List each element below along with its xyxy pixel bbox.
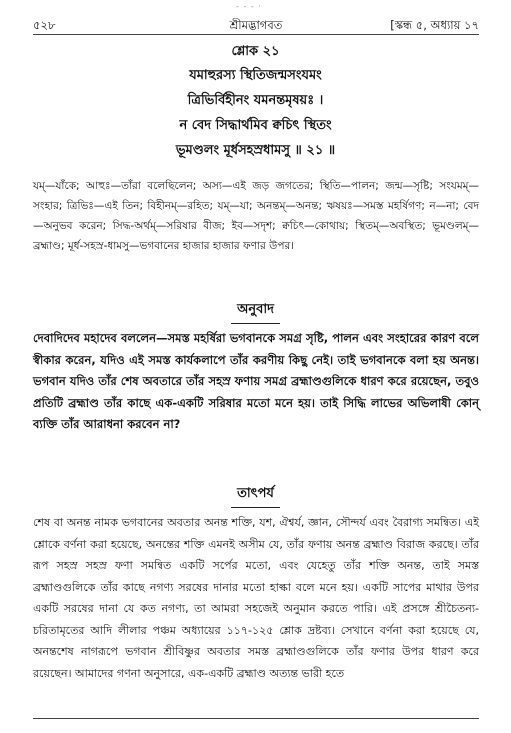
purport-text: শেষ বা অনন্ত নামক ভগবানের অবতার অনন্ত শক্তি, যশ, ঐশ্বর্য, জ্ঞান, সৌন্দর্য এবং বৈরাগ্য সমন্বিত। এই শ্লোকে বর্ণনা করা হয়েছে, অনন্তের শক্তি এমনই অসীম যে, তাঁর ফণায় অনন্ত ব্রহ্মাণ্ড বিরাজ করছে। তাঁর রূপ সহস্র সহস্র ফণা সমন্বিত একটি সর্পের মতো, এবং যেহেতু তাঁর শক্তি অনন্ত, তাই সমস্ত ব্রহ্মাণ্ডগুলিকে তাঁর কাছে নগণ্য সরষের দানার মতো হাল্কা বলে মনে হয়। একটি সাপের মাথার উপর একটি সরষের দানা যে কত নগণ্য, তা আমরা সহজেই অনুমান করতে পারি। এই প্রসঙ্গে শ্রীচৈতন্য-চরিতামৃতের আদি লীলার পঞ্চম অধ্যায়ের ১১৭-১২৫ শ্লোক দ্রষ্টব্য। সেখানে বর্ণনা করা হয়েছে যে, অনন্তশেষ নাগরূপে ভগবান শ্রীবিষ্ণুর অবতার সমস্ত ব্রহ্মাণ্ডগুলিকে তাঁর ফণার উপর ধারণ করে রয়েছেন। আমাদের গণনা অনুসারে, এক-একটি ব্রহ্মাণ্ড অত্যন্ত ভারী হতে bbox=[33, 516, 479, 680]
verse-heading: শ্লোক ২১ bbox=[231, 44, 280, 59]
translation-text: দেবাদিদেব মহাদেব বললেন—সমস্ত মহর্ষিরা ভগবানকে সমগ্র সৃষ্টি, পালন এবং সংহারের কারণ বলে স্বীকার করেন, যদিও এই সমস্ত কার্যকলাপে তাঁর করণীয় কিছু নেই। তাই ভগবানকে বলা হয় অনন্ত। ভগবান যদিও তাঁর শেষ অবতারে তাঁর সহস্র ফণায় সমগ্র ব্রহ্মাণ্ডগুলিকে ধারণ করে রয়েছেন, তবুও প্রতিটি ব্রহ্মাণ্ড তাঁর কাছে এক-একটি সরিষার মতো মনে হয়। তাই সিদ্ধি লাভের অভিলাষী কোন্ ব্যক্তি তাঁর আরাধনা করবেন না? bbox=[33, 331, 479, 431]
header-rule bbox=[33, 34, 479, 35]
verse-line-3: ন বেদ সিদ্ধার্থমিব ক্বচিৎ স্থিতং bbox=[179, 118, 332, 133]
page-number: ৫২৮ bbox=[33, 18, 56, 32]
verse-line-2: ত্রিভির্বিহীনং যমনন্তমৃষয়ঃ । bbox=[187, 93, 324, 108]
purport-heading-text: তাৎপর্য bbox=[231, 484, 280, 508]
verse-line-4: ভূমণ্ডলং মূর্ধসহস্রধামসু ॥ ২১ ॥ bbox=[175, 143, 336, 158]
purport-heading bbox=[0, 484, 511, 508]
word-for-word-synonyms: যম্—যাঁকে; আহুঃ—তাঁরা বলেছিলেন; অস্য—এই জড় জগতের; স্থিতি—পালন; জন্ম—সৃষ্টি; সংযমম্—সংহার; ত্রিভিঃ—এই তিন; বিহীনম্—রহিত; যম্—যা; অনন্তম্—অনন্ত; ঋষয়ঃ—সমস্ত মহর্ষিগণ; ন—না; বেদ—অনুভব করেন; সিদ্ধ-অর্থম্—সরিষার বীজ; ইব—সদৃশ; ক্বচিৎ—কোথায়; স্থিতম্—অবস্থিত; ভূমণ্ডলম্—ব্রহ্মাণ্ড; মূর্ধ-সহস্র-ধামসু—ভগবানের হাজার হাজার ফণার উপর। bbox=[33, 180, 479, 252]
verse-line-1: যমাহুরস্য স্থিতিজন্মসংযমং bbox=[189, 68, 322, 83]
book-title: শ্রীমদ্ভাগবত bbox=[229, 18, 283, 32]
chapter-reference: [স্কন্ধ ৫, অধ্যায় ১৭ bbox=[390, 18, 479, 32]
translation-heading-text: অনুবাদ bbox=[231, 300, 280, 324]
footer-rule bbox=[33, 718, 479, 719]
scan-mark: - - - · bbox=[236, 2, 262, 11]
translation-heading bbox=[0, 300, 511, 324]
running-header bbox=[33, 14, 479, 34]
